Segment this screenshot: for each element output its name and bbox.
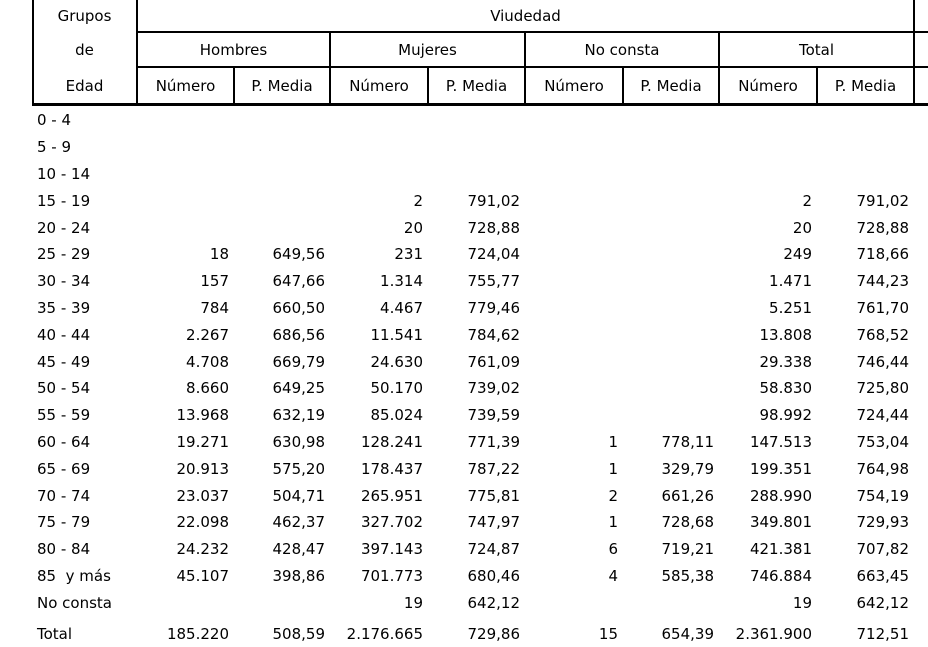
value-cell: 775,81 [467,486,520,505]
age-label: 35 - 39 [37,298,91,317]
value-cell: 20 [792,218,812,237]
value-cell: 744,23 [856,272,909,291]
value-cell: 663,45 [856,566,909,585]
value-cell: 13.808 [759,325,812,344]
value-cell: 6 [608,540,618,559]
value-cell: 761,09 [467,352,520,371]
value-cell: 329,79 [661,459,714,478]
value-cell: 288.990 [749,486,812,505]
subheader-numero: Número [349,76,409,95]
table-row [0,214,914,241]
table-row [0,375,914,402]
age-label: 60 - 64 [37,432,91,451]
value-cell: 2.361.900 [735,624,812,643]
age-label: 45 - 49 [37,352,91,371]
table-row [0,509,914,536]
value-cell: 421.381 [749,540,812,559]
value-cell: 15 [598,624,618,643]
value-cell: 58.830 [759,379,812,398]
value-cell: 771,39 [467,432,520,451]
value-cell: 8.660 [186,379,229,398]
value-cell: 128.241 [360,432,423,451]
value-cell: 5.251 [769,298,812,317]
value-cell: 397.143 [360,540,423,559]
value-cell: 327.702 [360,513,423,532]
value-cell: 2.176.665 [346,624,423,643]
value-cell: 746,44 [856,352,909,371]
value-cell: 724,87 [467,540,520,559]
subheader-p-media: P. Media [251,76,313,95]
value-cell: 778,11 [661,432,714,451]
divider [913,0,915,105]
value-cell: 2 [413,191,423,210]
age-label: 15 - 19 [37,191,91,210]
age-label: 0 - 4 [37,111,72,130]
age-label: 10 - 14 [37,164,91,183]
value-cell: 649,25 [272,379,325,398]
value-cell: 4 [608,566,618,585]
value-cell: 19.271 [176,432,229,451]
table-row [0,402,914,429]
value-cell: 754,19 [856,486,909,505]
value-cell: 728,88 [856,218,909,237]
value-cell: 462,37 [272,513,325,532]
value-cell: 680,46 [467,566,520,585]
value-cell: 157 [200,272,229,291]
subheader-numero: Número [544,76,604,95]
value-cell: 647,66 [272,272,325,291]
value-cell: 24.630 [370,352,423,371]
age-label: 5 - 9 [37,138,72,157]
value-cell: 725,80 [856,379,909,398]
subheader-p-media: P. Media [445,76,508,95]
value-cell: 13.968 [176,406,229,425]
value-cell: 791,02 [856,191,909,210]
value-cell: 22.098 [176,513,229,532]
value-cell: 632,19 [272,406,325,425]
value-cell: 1.314 [380,272,423,291]
value-cell: 707,82 [856,540,909,559]
group-header-mujeres: Mujeres [398,40,457,59]
subheader-numero: Número [155,76,216,95]
corner-header-line3: Edad [65,76,104,95]
age-label: 55 - 59 [37,406,91,425]
value-cell: 660,50 [272,298,325,317]
value-cell: 20.913 [176,459,229,478]
table-row [0,321,914,348]
value-cell: 24.232 [176,540,229,559]
corner-header-line1: Grupos [57,7,112,25]
value-cell: 779,46 [467,298,520,317]
table-row [0,161,914,188]
age-label: 65 - 69 [37,459,91,478]
value-cell: 19 [403,593,423,612]
value-cell: 746.884 [749,566,812,585]
value-cell: 787,22 [467,459,520,478]
value-cell: 45.107 [176,566,229,585]
value-cell: 19 [792,593,812,612]
table-row [0,348,914,375]
value-cell: 784,62 [467,325,520,344]
value-cell: 398,86 [272,566,325,585]
value-cell: 1 [608,432,618,451]
value-cell: 724,44 [856,406,909,425]
value-cell: 4.467 [380,298,423,317]
subheader-p-media: P. Media [834,76,897,95]
value-cell: 739,02 [467,379,520,398]
age-label: 70 - 74 [37,486,91,505]
value-cell: 428,47 [272,540,325,559]
value-cell: 791,02 [467,191,520,210]
value-cell: 739,59 [467,406,520,425]
table-row [0,295,914,322]
value-cell: 729,93 [856,513,909,532]
value-cell: 147.513 [749,432,812,451]
table-row [0,268,914,295]
value-cell: 29.338 [759,352,812,371]
total-label: Total [37,624,73,643]
table-row [0,536,914,563]
table-row [0,620,914,647]
value-cell: 2.267 [186,325,229,344]
value-cell: 729,86 [467,624,520,643]
age-label: 40 - 44 [37,325,91,344]
table-row [0,563,914,590]
table-row [0,107,914,134]
value-cell: 728,68 [661,513,714,532]
value-cell: 2 [608,486,618,505]
value-cell: 755,77 [467,272,520,291]
value-cell: 85.024 [370,406,423,425]
table-row [0,429,914,456]
value-cell: 686,56 [272,325,325,344]
corner-header-line2: de [75,40,94,59]
value-cell: 23.037 [176,486,229,505]
value-cell: 649,56 [272,245,325,264]
age-label: 75 - 79 [37,513,91,532]
subheader-p-media: P. Media [640,76,702,95]
value-cell: 724,04 [467,245,520,264]
value-cell: 1 [608,513,618,532]
value-cell: 669,79 [272,352,325,371]
group-header-no-consta: No consta [584,40,660,59]
value-cell: 654,39 [661,624,714,643]
value-cell: 11.541 [370,325,423,344]
table-body [0,107,914,647]
value-cell: 701.773 [360,566,423,585]
value-cell: 508,59 [272,624,325,643]
value-cell: 98.992 [759,406,812,425]
value-cell: 20 [403,218,423,237]
value-cell: 712,51 [856,624,909,643]
value-cell: 265.951 [360,486,423,505]
value-cell: 630,98 [272,432,325,451]
value-cell: 768,52 [856,325,909,344]
value-cell: 585,38 [661,566,714,585]
value-cell: 719,21 [661,540,714,559]
value-cell: 642,12 [856,593,909,612]
value-cell: 661,26 [661,486,714,505]
divider [32,103,928,106]
value-cell: 753,04 [856,432,909,451]
age-label: No consta [37,593,112,612]
group-header-total: Total [798,40,835,59]
value-cell: 575,20 [272,459,325,478]
value-cell: 761,70 [856,298,909,317]
table-row [0,455,914,482]
group-header-hombres: Hombres [199,40,268,59]
value-cell: 1.471 [769,272,812,291]
value-cell: 728,88 [467,218,520,237]
value-cell: 50.170 [370,379,423,398]
subheader-numero: Número [738,76,798,95]
value-cell: 718,66 [856,245,909,264]
age-label: 25 - 29 [37,245,91,264]
value-cell: 18 [209,245,229,264]
table-row [0,589,914,616]
value-cell: 231 [394,245,423,264]
value-cell: 747,97 [467,513,520,532]
value-cell: 784 [200,298,229,317]
value-cell: 178.437 [360,459,423,478]
age-label: 30 - 34 [37,272,91,291]
value-cell: 349.801 [749,513,812,532]
table-row [0,241,914,268]
table-row [0,187,914,214]
value-cell: 642,12 [467,593,520,612]
value-cell: 2 [802,191,812,210]
value-cell: 504,71 [272,486,325,505]
age-label: 50 - 54 [37,379,91,398]
value-cell: 249 [783,245,812,264]
table-title: Viudedad [490,6,561,25]
value-cell: 185.220 [166,624,229,643]
age-label: 80 - 84 [37,540,91,559]
age-label: 20 - 24 [37,218,91,237]
value-cell: 764,98 [856,459,909,478]
table-row [0,134,914,161]
value-cell: 1 [608,459,618,478]
age-label: 85 y más [37,566,111,585]
table-row [0,482,914,509]
value-cell: 4.708 [186,352,229,371]
value-cell: 199.351 [749,459,812,478]
